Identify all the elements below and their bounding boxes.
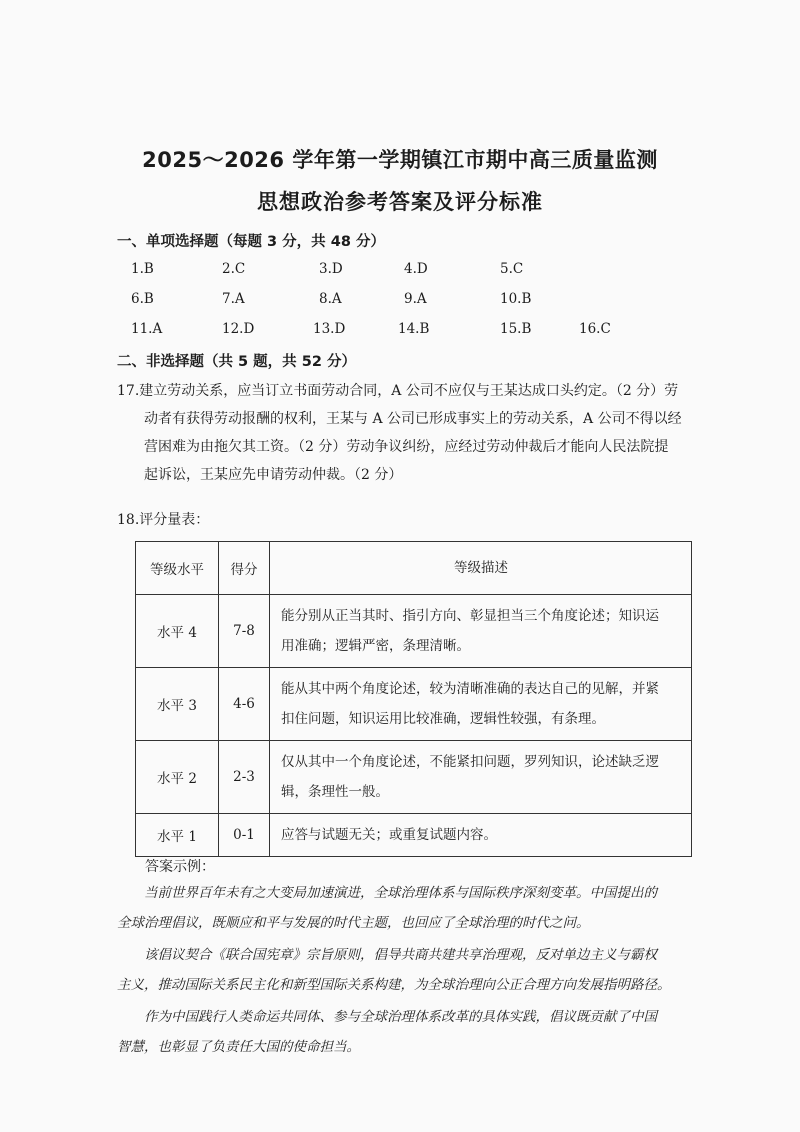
description-cell (270, 741, 692, 814)
page-subtitle: 思想政治参考答案及评分标准 (257, 190, 543, 214)
example-paragraph (117, 878, 692, 938)
description-line: 扣住问题，知识运用比较准确，逻辑性较强，有条理。 (281, 711, 605, 727)
description-cell (270, 595, 692, 668)
answer-item: 3.D (319, 261, 343, 277)
score-cell: 4-6 (219, 668, 270, 741)
level-cell: 水平 3 (136, 668, 219, 741)
text-line: 17.建立劳动关系，应当订立书面劳动合同，A 公司不应仅与王某达成口头约定。（2 分）劳 (117, 383, 679, 399)
text-line: 作为中国践行人类命运共同体、参与全球治理体系改革的具体实践，倡议既贡献了中国 (144, 1009, 657, 1025)
description-line: 用准确；逻辑严密，条理清晰。 (281, 638, 470, 654)
answer-item: 5.C (500, 261, 524, 277)
answer-item: 11.A (131, 321, 163, 337)
level-cell: 水平 2 (136, 741, 219, 814)
page-title: 2025～2026 学年第一学期镇江市期中高三质量监测 (142, 148, 658, 172)
table-row (136, 741, 692, 814)
text-line: 起诉讼，王某应先申请劳动仲裁。（2 分） (144, 467, 403, 483)
section-heading-open-questions: 二、非选择题（共 5 题，共 52 分） (117, 354, 356, 370)
answer-item: 9.A (404, 291, 427, 307)
level-cell: 水平 1 (136, 814, 219, 857)
answer-item: 12.D (222, 321, 255, 337)
answer-item: 6.B (131, 291, 154, 307)
example-paragraph (117, 1002, 692, 1062)
description-line: 能分别从正当其时、指引方向、彰显担当三个角度论述；知识运 (281, 608, 659, 624)
answer-item: 16.C (579, 321, 611, 337)
table-row (136, 595, 692, 668)
answer-item: 10.B (500, 291, 532, 307)
text-line: 该倡议契合《联合国宪章》宗旨原则，倡导共商共建共享治理观，反对单边主义与霸权 (144, 947, 657, 963)
column-header: 等级水平 (136, 542, 219, 595)
answer-item: 2.C (222, 261, 246, 277)
answer-item: 1.B (131, 261, 154, 277)
description-line: 应答与试题无关；或重复试题内容。 (281, 827, 497, 843)
example-paragraph (117, 940, 692, 1000)
answer-item: 13.D (313, 321, 346, 337)
column-header: 得分 (219, 542, 270, 595)
section-heading-multiple-choice: 一、单项选择题（每题 3 分，共 48 分） (117, 234, 385, 250)
table-row (136, 814, 692, 857)
description-line: 能从其中两个角度论述，较为清晰准确的表达自己的见解，并紧 (281, 681, 659, 697)
example-answer-label: 答案示例： (145, 859, 215, 875)
column-header: 等级描述 (270, 542, 692, 595)
answer-item: 14.B (398, 321, 430, 337)
score-cell: 7-8 (219, 595, 270, 668)
answer-item: 8.A (319, 291, 342, 307)
answer-item: 4.D (404, 261, 428, 277)
description-line: 仅从其中一个角度论述，不能紧扣问题，罗列知识，论述缺乏逻 (281, 754, 659, 770)
answer-item: 7.A (222, 291, 245, 307)
level-cell: 水平 4 (136, 595, 219, 668)
text-line: 营困难为由拖欠其工资。（2 分）劳动争议纠纷，应经过劳动仲裁后才能向人民法院提 (144, 439, 669, 455)
text-line: 主义，推动国际关系民主化和新型国际关系构建，为全球治理向公正合理方向发展指明路径。 (117, 977, 671, 993)
text-line: 智慧，也彰显了负责任大国的使命担当。 (117, 1039, 360, 1055)
description-cell (270, 814, 692, 857)
question-17-answer (117, 377, 697, 489)
score-cell: 2-3 (219, 741, 270, 814)
table-row (136, 668, 692, 741)
text-line: 动者有获得劳动报酬的权利，王某与 A 公司已形成事实上的劳动关系，A 公司不得以经 (144, 411, 682, 427)
question-18-label: 18.评分量表： (117, 512, 210, 528)
text-line: 当前世界百年未有之大变局加速演进，全球治理体系与国际秩序深刻变革。中国提出的 (144, 885, 657, 901)
description-cell (270, 668, 692, 741)
scoring-rubric-table (135, 541, 692, 857)
answer-item: 15.B (500, 321, 532, 337)
description-line: 辑，条理性一般。 (281, 784, 389, 800)
text-line: 全球治理倡议，既顺应和平与发展的时代主题，也回应了全球治理的时代之问。 (117, 915, 590, 931)
score-cell: 0-1 (219, 814, 270, 857)
table-header-row (136, 542, 692, 595)
